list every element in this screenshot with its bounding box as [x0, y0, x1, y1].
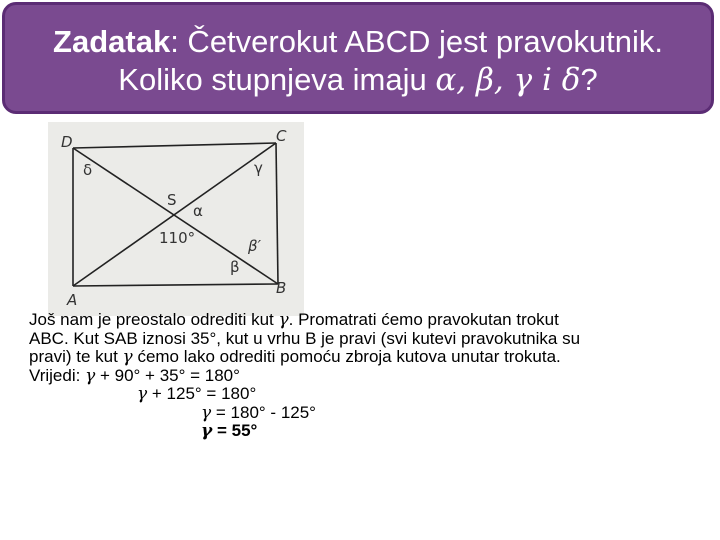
angle-110-label: 110°: [159, 229, 196, 247]
side-CB: [276, 143, 278, 284]
text-line-1-part-b: . Promatrati ćemo pravokutan trokut: [288, 310, 559, 329]
angle-delta-label: δ: [83, 161, 93, 179]
text-line-1: [29, 311, 699, 330]
gamma-symbol: γ: [85, 365, 96, 386]
text-line-2: ABC. Kut SAB iznosi 35°, kut u vrhu B je pravi (svi kutevi pravokutnika su: [29, 328, 581, 348]
vertex-C-label: C: [276, 127, 287, 145]
side-DC: [73, 143, 276, 148]
title-greek-letters: α, β, γ i δ: [435, 62, 581, 98]
vertex-B-label: B: [276, 279, 287, 297]
gamma-symbol: γ: [137, 384, 148, 404]
side-AB: [73, 284, 278, 286]
equation-2-rest: + 125° = 180°: [147, 384, 257, 403]
point-S-label: S: [167, 191, 177, 209]
equation-intro: Vrijedi:: [29, 365, 86, 385]
gamma-symbol: γ: [122, 347, 133, 367]
rectangle-diagram: [48, 122, 304, 316]
result-value: = 55°: [212, 421, 258, 440]
equation-3-rest: = 180° - 125°: [211, 402, 316, 422]
equation-line-3: [29, 404, 699, 423]
text-line-3-part-b: ćemo lako odrediti pomoću zbroja kutova unutar trokuta.: [132, 347, 561, 366]
title-line-2-end: ?: [580, 62, 598, 97]
angle-beta-label: β: [230, 258, 240, 276]
equation-1-rest: + 90° + 35° = 180°: [95, 365, 240, 385]
rectangle-figure: [48, 122, 304, 316]
title-line-2: [5, 61, 711, 99]
title-line-1-rest: : Četverokut ABCD jest pravokutnik.: [170, 24, 663, 59]
title-line-1: [5, 23, 711, 61]
vertex-A-label: A: [67, 291, 78, 309]
text-line-3: [29, 348, 699, 367]
solution-text: [29, 311, 699, 441]
gamma-symbol: γ: [201, 421, 213, 441]
equation-result: [29, 422, 699, 441]
title-task-word: Zadatak: [53, 24, 171, 59]
gamma-symbol: γ: [278, 310, 289, 330]
text-line-1-part-a: Još nam je preostalo odrediti kut: [29, 310, 279, 329]
text-line-3-part-a: pravi) te kut: [29, 347, 123, 366]
equation-line-2: [29, 385, 699, 404]
angle-gamma-label: γ: [254, 159, 263, 177]
gamma-symbol: γ: [201, 402, 212, 423]
vertex-D-label: D: [61, 133, 73, 151]
equation-line-1: [29, 367, 699, 386]
angle-alpha-label: α: [193, 202, 203, 220]
title-banner: [2, 2, 714, 114]
title-line-2-text: Koliko stupnjeva imaju: [118, 62, 436, 97]
angle-beta-prime-label: β′: [248, 237, 261, 255]
